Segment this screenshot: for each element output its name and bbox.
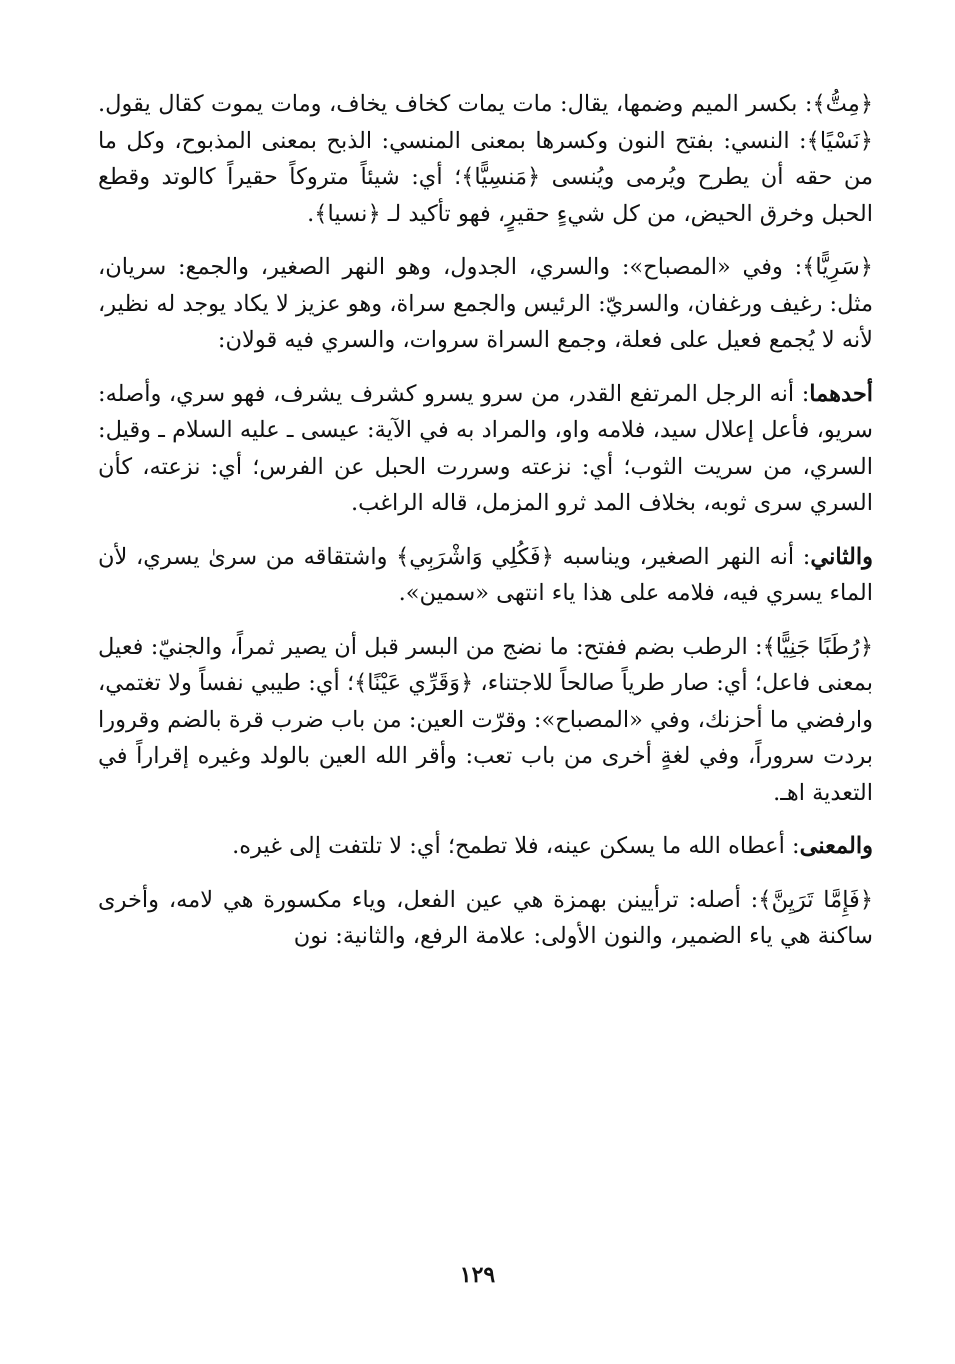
- page-body: [98, 86, 873, 972]
- paragraph-first-opinion: [98, 376, 873, 522]
- paragraph-text: : بكسر الميم وضمها، يقال: مات يمات كخاف يخاف، ومات يموت كقال يقول. ﴿نَسْيًا﴾: النسي: بفتح النون وكسرها بمعنى المنسي: الذبح بمعنى المذبوح، وكل ما من حقه أن يطرح ويُرمى ويُنسى ﴿مَنسِيًّا﴾؛ أي: شيئاً متروكاً حقيراً كالوتد وقطع الحبل وخرق الحيض، من كل شيءٍ حقيرٍ، فهو تأكيد لـ ﴿نسيا﴾.: [98, 91, 873, 227]
- paragraph-heading: أحدهما: [809, 380, 873, 407]
- page-number: ١٢٩: [459, 1262, 496, 1288]
- paragraph-mitt: [98, 86, 873, 232]
- paragraph-rutab: [98, 629, 873, 812]
- paragraph-sariyya: [98, 249, 873, 359]
- paragraph-text: : أنه الرجل المرتفع القدر، من سرو يسرو كشرف يشرف، فهو سري، وأصله: سريو، فأعل إعلال سيد، فلامه واو، والمراد به في الآية: عيسى ـ عليه السلام ـ وقيل: السري، من سريت الثوب؛ أي: نزعته وسررت الحبل عن الفرس؛ أي: نزعته، كأن السري سرى ثوبه، بخلاف المد ثرو المزمل، قاله الراغب.: [98, 380, 873, 516]
- paragraph-text: : أنه النهر الصغير، ويناسبه ﴿فَكُلِي وَاشْرَبِي﴾ واشتقاقه من سرىٰ يسري، لأن الماء يسري فيه، فلامه على هذا ياء انتهى «سمين».: [98, 543, 873, 606]
- paragraph-text: : الرطب بضم ففتح: ما نضج من البسر قبل أن يصير ثمراً، والجنيّ: فعيل بمعنى فاعل؛ أي: صار طرياً صالحاً للاجتناء، ﴿وَقَرِّي عَيْنًا﴾؛ أي: طيبي نفساً ولا تغتمي، وارفضي ما أحزنك، وفي «المصباح»: وقرّت العين: من باب ضرب قرة بالضم وقرورا بردت سروراً، وفي لغةٍ أخرى من باب تعب: وأقر الله العين بالولد وغيره إقراراً في التعدية اهـ.: [98, 633, 873, 806]
- paragraph-text: : أعطاه الله ما يسكن عينه، فلا تطمح؛ أي: لا تلتفت إلى غيره.: [232, 833, 800, 859]
- quran-term: ﴿مِتُّ﴾: [812, 91, 873, 117]
- paragraph-second-opinion: [98, 539, 873, 612]
- paragraph-text: : وفي «المصباح»: والسري، الجدول، وهو النهر الصغير، والجمع: سريان، مثل: رغيف ورغفان، والسريّ: الرئيس والجمع سراة، وهو عزيز لا يكاد يوجد له نظير، لأنه لا يُجمع فعيل على فعلة، وجمع السراة سروات، والسري فيه قولان:: [98, 254, 873, 353]
- paragraph-heading: والثاني: [810, 543, 873, 570]
- quran-term: ﴿سَرِيًّا﴾: [802, 254, 873, 280]
- paragraph-heading: والمعنى: [799, 833, 873, 859]
- paragraph-text: : أصله: ترأيينن بهمزة هي عين الفعل، وياء مكسورة هي لامه، وأخرى ساكنة هي ياء الضمير، والنون الأولى: علامة الرفع، والثانية: نون: [98, 886, 873, 949]
- quran-term: ﴿فَإِمَّا تَرَيِنَّ﴾: [758, 886, 874, 913]
- quran-term: ﴿رُطَبًا جَنِيًّا﴾: [762, 633, 873, 660]
- paragraph-meaning: [98, 828, 873, 865]
- paragraph-fa-imma: [98, 882, 873, 955]
